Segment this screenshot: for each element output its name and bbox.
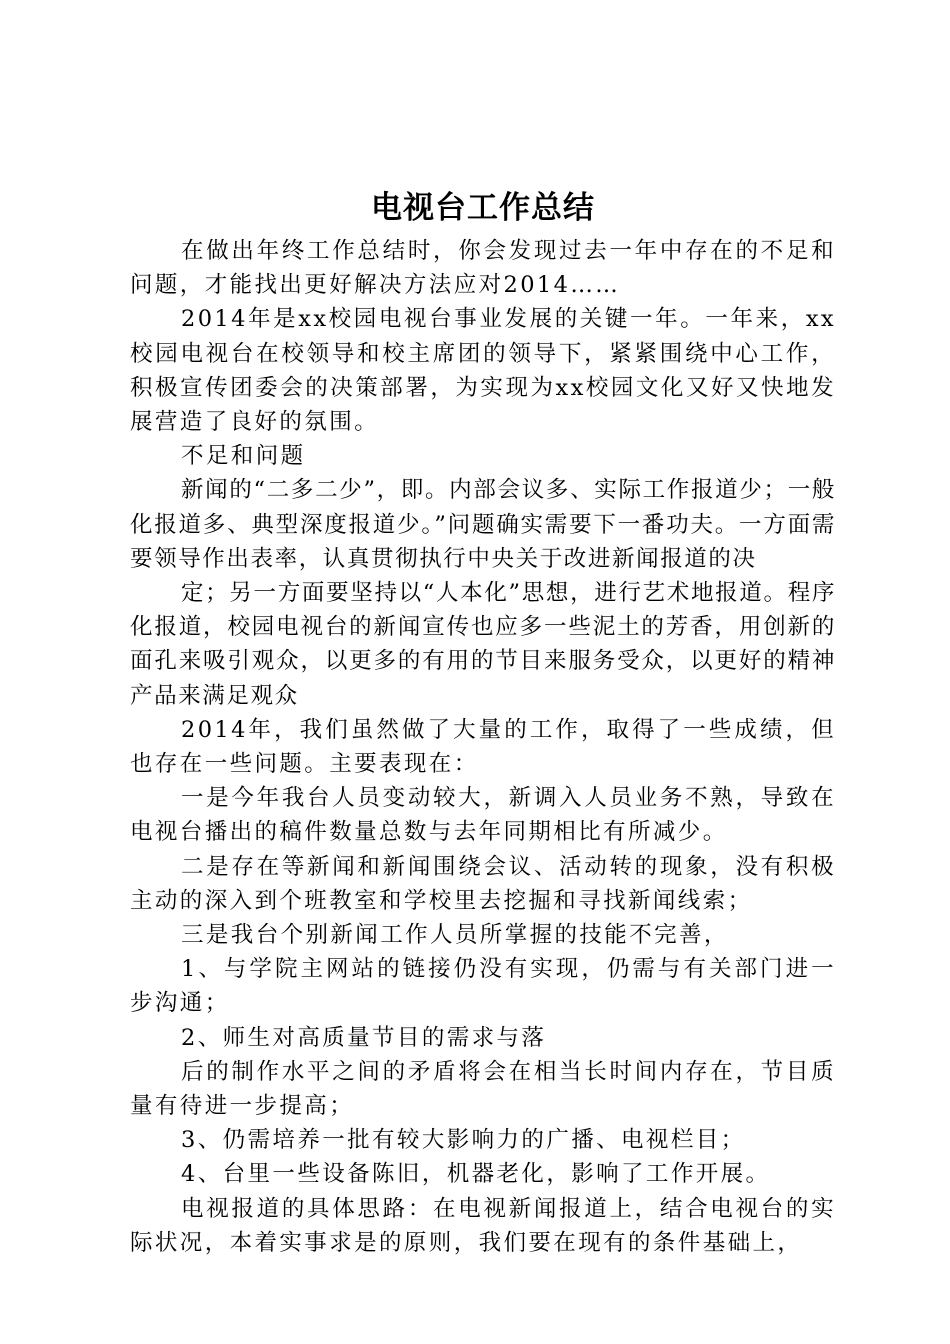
list-item-point-2-continued: 后的制作水平之间的矛盾将会在相当长时间内存在，节目质量有待进一步提高；: [130, 1058, 836, 1120]
paragraph-humanized-reporting: 定；另一方面要坚持以“人本化”思想，进行艺术地报道。程序化报道，校园电视台的新闻宣传也应多一些泥土的芳香，用创新的面孔来吸引观众，以更多的有用的节目来服务受众，以更好的精神产品来满足观众: [130, 580, 836, 709]
document-title: 电视台工作总结: [371, 190, 595, 226]
list-item-point-1: 1、与学院主网站的链接仍没有实现，仍需与有关部门进一步沟通；: [130, 956, 836, 1017]
paragraph-reporting-approach: 电视报道的具体思路：在电视新闻报道上，结合电视台的实际状况，本着实事求是的原则，我们要在现有的条件基础上，: [130, 1195, 836, 1256]
paragraph-news-issues: 新闻的“二多二少”，即。内部会议多、实际工作报道少；一般化报道多、典型深度报道少。”问题确实需要下一番功夫。一方面需要领导作出表率，认真贯彻执行中央关于改进新闻报道的决: [130, 477, 836, 572]
paragraph-intro: 在做出年终工作总结时，你会发现过去一年中存在的不足和问题，才能找出更好解决方法应对2014……: [130, 238, 836, 299]
list-item-issue-1: 一是今年我台人员变动较大，新调入人员业务不熟，导致在电视台播出的稿件数量总数与去年同期相比有所减少。: [130, 785, 836, 846]
document-page: [130, 186, 836, 1260]
list-item-point-3: 3、仍需培养一批有较大影响力的广播、电视栏目；: [181, 1127, 746, 1154]
paragraph-2014-summary: 2014年，我们虽然做了大量的工作，取得了一些成绩，但也存在一些问题。主要表现在：: [130, 716, 836, 778]
section-heading-problems: 不足和问题: [181, 443, 306, 470]
list-item-issue-2: 二是存在等新闻和新闻围绕会议、活动转的现象，没有积极主动的深入到个班教室和学校里去挖掘和寻找新闻线索；: [130, 853, 836, 914]
paragraph-overview: 2014年是xx校园电视台事业发展的关键一年。一年来，xx校园电视台在校领导和校主席团的领导下，紧紧围绕中心工作，积极宣传团委会的决策部署，为实现为xx校园文化又好又快地发展营造了良好的氛围。: [130, 306, 836, 436]
list-item-point-4: 4、台里一些设备陈旧，机器老化，影响了工作开展。: [181, 1161, 771, 1188]
list-item-issue-3: 三是我台个别新闻工作人员所掌握的技能不完善，: [181, 922, 729, 949]
list-item-point-2: 2、师生对高质量节目的需求与落: [181, 1024, 547, 1051]
